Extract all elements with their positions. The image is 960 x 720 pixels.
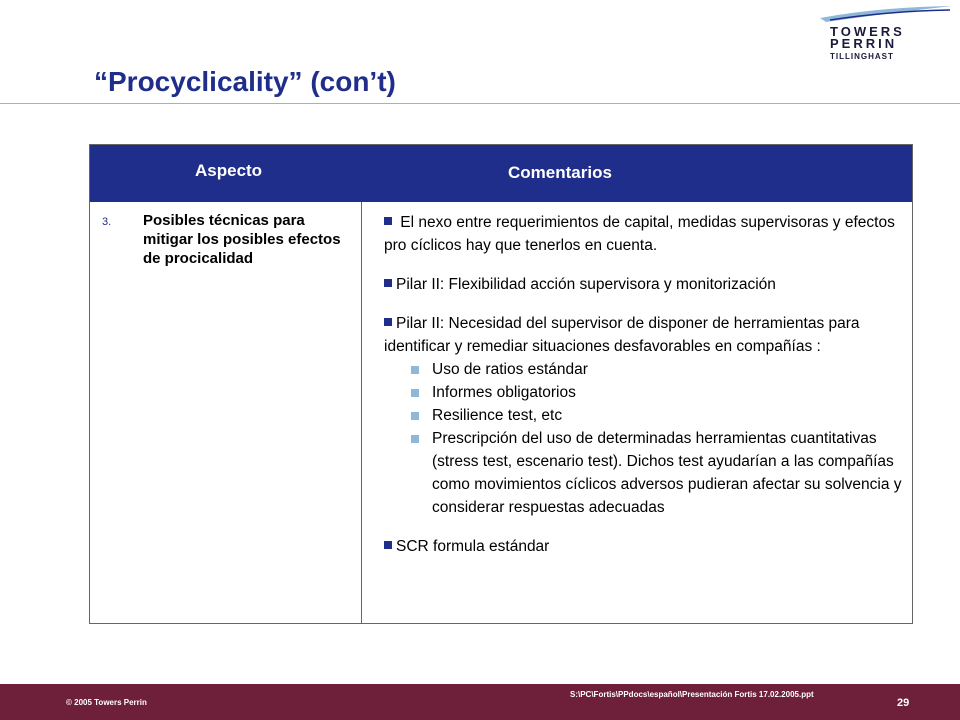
page-title: “Procyclicality” (con’t)	[94, 66, 396, 97]
sub-item	[384, 381, 914, 404]
bullet-icon	[384, 318, 392, 326]
comment-item	[384, 273, 914, 296]
logo-line-1: TOWERS	[830, 24, 905, 39]
footer-bar	[0, 684, 960, 720]
sub-bullet-icon	[411, 435, 419, 443]
sub-item-text: Uso de ratios estándar	[432, 361, 588, 378]
logo-line-2: PERRIN	[830, 36, 898, 51]
sub-bullet-icon	[411, 412, 419, 420]
header-comentarios: Comentarios	[508, 163, 612, 182]
bullet-icon	[384, 541, 392, 549]
sub-item	[384, 427, 914, 519]
comment-item	[384, 535, 914, 558]
footer-copyright: © 2005 Towers Perrin	[66, 698, 147, 707]
comments-cell	[384, 211, 914, 558]
footer-file-path: S:\PC\Fortis\PPdocs\español\Presentación Fortis 17.02.2005.ppt	[570, 690, 814, 699]
logo-line-3: TILLINGHAST	[830, 52, 894, 61]
sub-bullet-icon	[411, 366, 419, 374]
comment-text: Pilar II: Necesidad del supervisor de disponer de herramientas para identificar y remediar situaciones desfavorables en compañías :	[384, 315, 860, 355]
comment-item	[384, 312, 914, 358]
company-logo	[790, 4, 955, 64]
page-number: 29	[897, 697, 910, 709]
logo-swoosh-icon	[790, 4, 955, 24]
table-header	[90, 145, 912, 202]
aspect-text: Posibles técnicas para mitigar los posibles efectos de procicalidad	[143, 212, 341, 267]
comment-item	[384, 211, 914, 257]
title-divider	[0, 103, 960, 104]
sub-item-text: Resilience test, etc	[432, 407, 563, 424]
sub-item-text: Prescripción del uso de determinadas herramientas cuantitativas (stress test, escenario test). Dichos test ayudarían a las compañías como movimientos cíclicos adversos pudieran afectar su solvencia y considerar respuestas adecuadas	[432, 430, 902, 516]
comment-text: Pilar II: Flexibilidad acción supervisora y monitorización	[396, 276, 776, 293]
sub-item-text: Informes obligatorios	[432, 384, 576, 401]
sub-bullet-icon	[411, 389, 419, 397]
sub-item	[384, 404, 914, 427]
aspect-number: 3.	[102, 216, 112, 228]
header-aspecto: Aspecto	[195, 161, 263, 180]
bullet-icon	[384, 217, 392, 225]
column-divider	[361, 202, 362, 624]
sub-item	[384, 358, 914, 381]
aspect-table	[89, 144, 913, 624]
comment-text: El nexo entre requerimientos de capital, medidas supervisoras y efectos pro cíclicos hay que tenerlos en cuenta.	[384, 214, 895, 254]
bullet-icon	[384, 279, 392, 287]
comment-text: SCR formula estándar	[396, 538, 550, 555]
